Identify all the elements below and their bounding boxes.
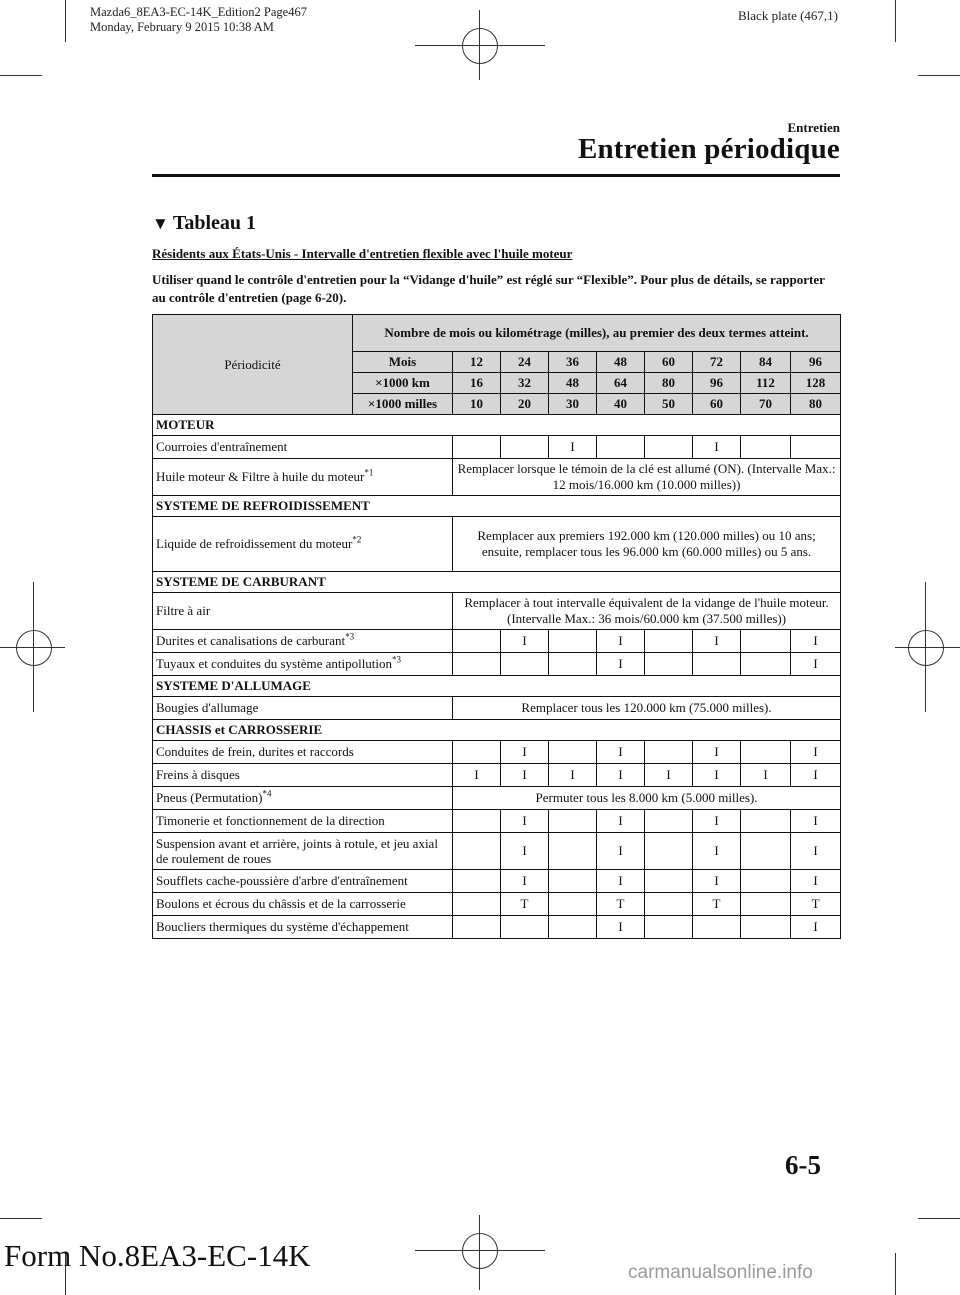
- schedule-cell: [549, 833, 597, 870]
- crop-mark: [918, 1218, 960, 1219]
- interval-note: Remplacer tous les 120.000 km (75.000 milles).: [453, 697, 841, 720]
- row-label: [153, 870, 453, 893]
- interval-note: Remplacer aux premiers 192.000 km (120.000 milles) ou 10 ans; ensuite, remplacer tous les 96.000 km (60.000 milles) ou 5 ans.: [453, 517, 841, 572]
- registration-mark: [415, 1250, 545, 1251]
- heading-rule: [152, 174, 840, 177]
- interval-value: 80: [645, 373, 693, 394]
- schedule-cell: I: [791, 833, 841, 870]
- schedule-cell: [645, 436, 693, 459]
- section-row: [153, 415, 841, 436]
- interval-value: 30: [549, 394, 597, 415]
- section-row: [153, 572, 841, 593]
- interval-value: 72: [693, 352, 741, 373]
- row-label: [153, 593, 453, 630]
- crop-mark: [65, 0, 66, 42]
- row-label-text: Tuyaux et conduites du système antipollution: [156, 656, 393, 671]
- interval-value: 40: [597, 394, 645, 415]
- interval-value: 128: [791, 373, 841, 394]
- schedule-cell: I: [501, 870, 549, 893]
- schedule-cell: [453, 833, 501, 870]
- schedule-cell: [549, 653, 597, 676]
- schedule-cell: [453, 810, 501, 833]
- row-label: [153, 810, 453, 833]
- table-row: [153, 764, 841, 787]
- row-label-text: Boulons et écrous du châssis et de la carrosserie: [156, 896, 406, 911]
- schedule-cell: [549, 870, 597, 893]
- row-label-text: Durites et canalisations de carburant: [156, 633, 346, 648]
- header-row: [153, 315, 841, 352]
- schedule-cell: [453, 916, 501, 939]
- row-label: [153, 630, 453, 653]
- schedule-cell: [549, 916, 597, 939]
- schedule-cell: I: [693, 741, 741, 764]
- schedule-cell: I: [791, 653, 841, 676]
- schedule-cell: I: [693, 764, 741, 787]
- schedule-cell: [645, 630, 693, 653]
- row-label: [153, 787, 453, 810]
- row-label: [153, 833, 453, 870]
- table-row: [153, 630, 841, 653]
- interval-value: 10: [453, 394, 501, 415]
- schedule-cell: I: [597, 764, 645, 787]
- schedule-cell: [741, 741, 791, 764]
- schedule-cell: T: [693, 893, 741, 916]
- schedule-cell: T: [501, 893, 549, 916]
- interval-value: 112: [741, 373, 791, 394]
- interval-value: 96: [791, 352, 841, 373]
- schedule-cell: I: [501, 741, 549, 764]
- footnote-ref: *1: [364, 467, 374, 478]
- schedule-cell: I: [791, 630, 841, 653]
- table-row: [153, 653, 841, 676]
- interval-note: Remplacer lorsque le témoin de la clé est allumé (ON). (Intervalle Max.: 12 mois/16.000 km (10.000 milles)): [453, 459, 841, 496]
- registration-mark: [462, 28, 498, 64]
- schedule-cell: [645, 810, 693, 833]
- periodicite-header: Périodicité: [153, 315, 353, 415]
- schedule-cell: I: [693, 630, 741, 653]
- schedule-cell: I: [693, 810, 741, 833]
- schedule-cell: I: [549, 436, 597, 459]
- section-row: [153, 720, 841, 741]
- schedule-cell: I: [597, 916, 645, 939]
- schedule-cell: I: [597, 870, 645, 893]
- section-row: [153, 676, 841, 697]
- section-header: MOTEUR: [153, 415, 841, 436]
- row-label-text: Timonerie et fonctionnement de la direction: [156, 813, 385, 828]
- schedule-cell: I: [501, 810, 549, 833]
- footnote-ref: *3: [392, 654, 402, 665]
- interval-label: ×1000 km: [353, 373, 453, 394]
- schedule-cell: [741, 436, 791, 459]
- schedule-cell: I: [501, 764, 549, 787]
- schedule-cell: I: [597, 653, 645, 676]
- schedule-cell: [693, 653, 741, 676]
- table-row: [153, 741, 841, 764]
- footnote-ref: *3: [345, 631, 355, 642]
- schedule-cell: [741, 916, 791, 939]
- row-label-text: Liquide de refroidissement du moteur: [156, 536, 353, 551]
- doc-date-line: Monday, February 9 2015 10:38 AM: [90, 20, 274, 34]
- schedule-cell: I: [597, 630, 645, 653]
- schedule-cell: I: [453, 764, 501, 787]
- section-header: SYSTEME DE REFROIDISSEMENT: [153, 496, 841, 517]
- crop-mark: [0, 75, 42, 76]
- section-title: Entretien périodique: [577, 133, 840, 165]
- schedule-cell: I: [791, 810, 841, 833]
- interval-note: Permuter tous les 8.000 km (5.000 milles).: [453, 787, 841, 810]
- registration-mark: [925, 582, 926, 712]
- tableau-title: ▼ Tableau 1: [152, 212, 257, 234]
- schedule-cell: [453, 741, 501, 764]
- row-label: [153, 517, 453, 572]
- schedule-cell: I: [693, 436, 741, 459]
- schedule-cell: I: [597, 833, 645, 870]
- schedule-cell: I: [791, 764, 841, 787]
- schedule-cell: [741, 833, 791, 870]
- interval-value: 12: [453, 352, 501, 373]
- schedule-cell: [501, 916, 549, 939]
- schedule-cell: I: [597, 741, 645, 764]
- registration-mark: [462, 1233, 498, 1269]
- schedule-cell: I: [549, 764, 597, 787]
- schedule-cell: [453, 630, 501, 653]
- maintenance-table: [152, 314, 841, 939]
- table-row: [153, 459, 841, 496]
- interval-value: 24: [501, 352, 549, 373]
- schedule-cell: [741, 893, 791, 916]
- interval-value: 80: [791, 394, 841, 415]
- table-row: [153, 893, 841, 916]
- row-label-text: Pneus (Permutation): [156, 790, 263, 805]
- registration-mark: [895, 647, 960, 648]
- interval-label: Mois: [353, 352, 453, 373]
- row-label-text: Boucliers thermiques du système d'échappement: [156, 919, 409, 934]
- interval-value: 64: [597, 373, 645, 394]
- schedule-cell: I: [741, 764, 791, 787]
- interval-value: 50: [645, 394, 693, 415]
- interval-value: 48: [549, 373, 597, 394]
- table-row: [153, 593, 841, 630]
- schedule-cell: [693, 916, 741, 939]
- schedule-cell: [549, 630, 597, 653]
- row-label: [153, 741, 453, 764]
- interval-value: 96: [693, 373, 741, 394]
- section-header: SYSTEME D'ALLUMAGE: [153, 676, 841, 697]
- schedule-cell: [501, 653, 549, 676]
- row-label: [153, 893, 453, 916]
- schedule-cell: [453, 893, 501, 916]
- schedule-cell: [501, 436, 549, 459]
- schedule-cell: T: [597, 893, 645, 916]
- schedule-cell: [597, 436, 645, 459]
- crop-mark: [895, 1253, 896, 1295]
- footnote-ref: *2: [352, 534, 362, 545]
- schedule-cell: I: [791, 741, 841, 764]
- interval-label: ×1000 milles: [353, 394, 453, 415]
- form-number: Form No.8EA3-EC-14K: [4, 1238, 311, 1273]
- table-row: [153, 787, 841, 810]
- row-label: [153, 697, 453, 720]
- section-label: Entretien: [787, 120, 840, 135]
- interval-header: Nombre de mois ou kilométrage (milles), au premier des deux termes atteint.: [353, 315, 841, 352]
- registration-mark: [908, 630, 944, 666]
- schedule-cell: [549, 810, 597, 833]
- table-row: [153, 810, 841, 833]
- schedule-cell: [645, 741, 693, 764]
- schedule-cell: [741, 810, 791, 833]
- registration-mark: [16, 630, 52, 666]
- schedule-cell: [549, 741, 597, 764]
- row-label-text: Conduites de frein, durites et raccords: [156, 744, 354, 759]
- table-row: [153, 916, 841, 939]
- row-label-text: Courroies d'entraînement: [156, 439, 288, 454]
- print-header: [90, 5, 307, 35]
- registration-mark: [33, 582, 34, 712]
- schedule-cell: [453, 436, 501, 459]
- table-row: [153, 833, 841, 870]
- table-row: [153, 517, 841, 572]
- page-number: 6-5: [785, 1150, 821, 1180]
- schedule-cell: [645, 893, 693, 916]
- table-row: [153, 870, 841, 893]
- triangle-down-icon: ▼: [152, 214, 169, 233]
- row-label-text: Freins à disques: [156, 767, 240, 782]
- schedule-cell: T: [791, 893, 841, 916]
- interval-note: Remplacer à tout intervalle équivalent de la vidange de l'huile moteur. (Intervalle Max.: 36 mois/60.000 km (37.500 milles)): [453, 593, 841, 630]
- section-row: [153, 496, 841, 517]
- registration-mark: [479, 1215, 480, 1290]
- interval-value: 20: [501, 394, 549, 415]
- schedule-cell: [741, 630, 791, 653]
- section-header: CHASSIS et CARROSSERIE: [153, 720, 841, 741]
- tableau-subtitle: Résidents aux États-Unis - Intervalle d'entretien flexible avec l'huile moteur: [152, 246, 573, 261]
- schedule-cell: I: [791, 870, 841, 893]
- interval-value: 32: [501, 373, 549, 394]
- interval-value: 60: [645, 352, 693, 373]
- plate-label: Black plate (467,1): [738, 8, 838, 23]
- interval-value: 60: [693, 394, 741, 415]
- crop-mark: [895, 0, 896, 42]
- row-label-text: Suspension avant et arrière, joints à rotule, et jeu axial de roulement de roues: [156, 836, 438, 866]
- schedule-cell: [645, 653, 693, 676]
- section-header: SYSTEME DE CARBURANT: [153, 572, 841, 593]
- row-label: [153, 653, 453, 676]
- interval-value: 70: [741, 394, 791, 415]
- doc-id-line: Mazda6_8EA3-EC-14K_Edition2 Page467: [90, 5, 307, 19]
- footnote-ref: *4: [262, 788, 272, 799]
- interval-value: 16: [453, 373, 501, 394]
- interval-value: 36: [549, 352, 597, 373]
- schedule-cell: [453, 653, 501, 676]
- schedule-cell: I: [501, 833, 549, 870]
- schedule-cell: I: [693, 870, 741, 893]
- tableau-intro: Utiliser quand le contrôle d'entretien pour la “Vidange d'huile” est réglé sur “Flexible”. Pour plus de détails, se rapporter au contrôle d'entretien (page 6-20).: [152, 272, 825, 305]
- schedule-cell: [645, 916, 693, 939]
- schedule-cell: I: [597, 810, 645, 833]
- schedule-cell: [549, 893, 597, 916]
- schedule-cell: I: [501, 630, 549, 653]
- schedule-cell: [645, 870, 693, 893]
- row-label-text: Bougies d'allumage: [156, 700, 259, 715]
- schedule-cell: [645, 833, 693, 870]
- schedule-cell: I: [645, 764, 693, 787]
- crop-mark: [918, 75, 960, 76]
- interval-value: 48: [597, 352, 645, 373]
- crop-mark: [0, 1218, 42, 1219]
- row-label: [153, 436, 453, 459]
- registration-mark: [415, 45, 545, 46]
- table-row: [153, 436, 841, 459]
- table-row: [153, 697, 841, 720]
- row-label: [153, 916, 453, 939]
- watermark: carmanualsonline.info: [628, 1262, 813, 1283]
- schedule-cell: [741, 653, 791, 676]
- row-label-text: Filtre à air: [156, 603, 211, 618]
- row-label-text: Huile moteur & Filtre à huile du moteur: [156, 469, 365, 484]
- row-label: [153, 459, 453, 496]
- schedule-cell: [791, 436, 841, 459]
- schedule-cell: I: [693, 833, 741, 870]
- schedule-cell: [453, 870, 501, 893]
- schedule-cell: [741, 870, 791, 893]
- row-label: [153, 764, 453, 787]
- interval-value: 84: [741, 352, 791, 373]
- schedule-cell: I: [791, 916, 841, 939]
- row-label-text: Soufflets cache-poussière d'arbre d'entraînement: [156, 873, 408, 888]
